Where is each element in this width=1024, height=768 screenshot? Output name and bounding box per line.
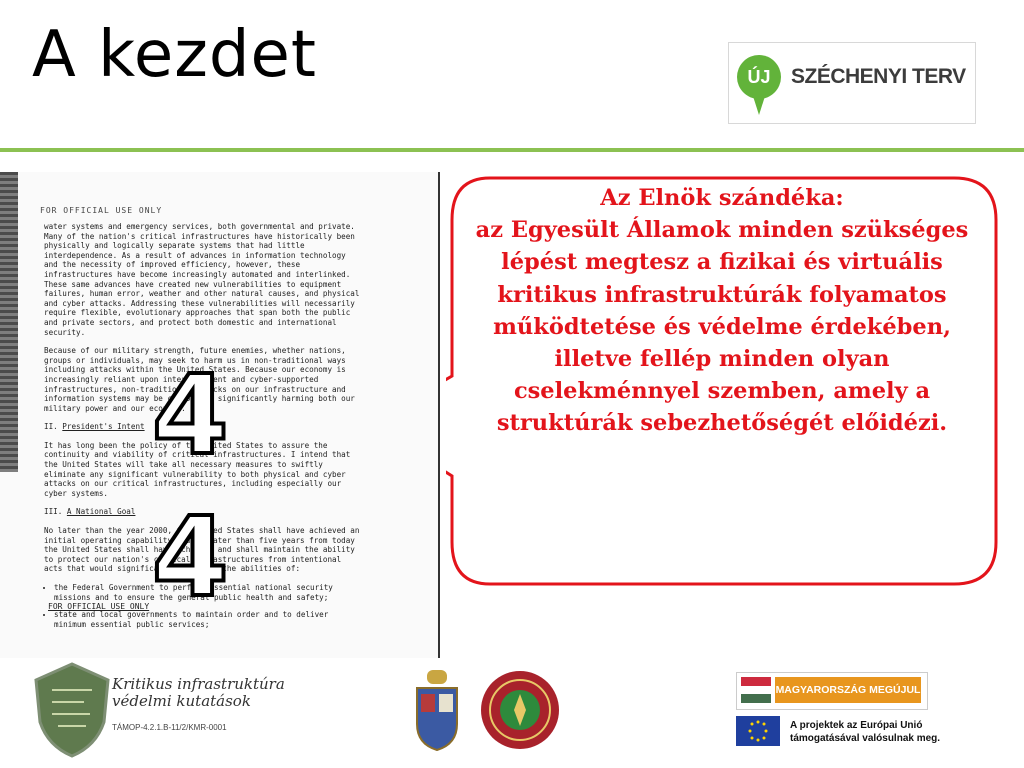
hungarian-flag-icon (741, 677, 771, 703)
research-title-line: Kritikus infrastruktúra (112, 675, 285, 693)
document-paragraph: Because of our military strength, future enemies, whether nations, groups or individuals, may seek to harm us in non-traditional ways including attacks within the United States. Because our economy is increasingly reliant upon interdependent and cyber-supported infrastructures, non-traditional attacks on our infrastructure and information systems may be capable of significantly harming both our military power and our economy. (44, 346, 355, 413)
research-title-line: védelmi kutatások (112, 692, 251, 710)
szechenyi-logo-text: SZÉCHENYI TERV (791, 65, 966, 88)
magyarorszag-text: MAGYARORSZÁG MEGÚJUL (775, 677, 921, 703)
bubble-heading: Az Elnök szándéka: (600, 185, 844, 211)
document-footer: FOR OFFICIAL USE ONLY (48, 602, 150, 611)
section-title: A National Goal (66, 507, 136, 517)
project-code: TÁMOP-4.2.1.B-11/2/KMR-0001 (112, 723, 227, 732)
szechenyi-terv-logo (728, 42, 976, 124)
research-title (112, 676, 285, 710)
eu-support-line: A projektek az Európai Unió (790, 720, 923, 731)
national-university-seal-icon (480, 670, 560, 750)
bubble-body: az Egyesült Államok minden szükséges lépést megtesz a fizikai és virtuális kritikus infrastruktúrák folyamatos működtetése és védelme érdekében, illetve fellép minden olyan cselekménnyel szemben, amely a struktúrák sebezhetőségét előidézi. (475, 217, 969, 437)
list-item: • state and local governments to maintain order and to deliver minimum essential public services; (54, 610, 360, 629)
document-header: FOR OFFICIAL USE ONLY (40, 206, 163, 215)
speech-bubble-text (462, 182, 982, 440)
research-shield-logo (34, 662, 110, 758)
szechenyi-pin-icon: ÚJ (737, 55, 781, 99)
magyarorszag-megujul-logo (736, 672, 928, 710)
title-divider (0, 148, 1024, 152)
document-paragraph: water systems and emergency services, both governmental and private. Many of the nation's critical infrastructures have historically been physically and logically separate systems that had little interdependence. As a result of advances in information technology and the necessity of improved efficiency, however, these infrastructures have become increasingly automated and interlinked. These same advances have created new vulnerabilities to equipment failures, human error, weather and other natural causes, and physical and cyber attacks. Addressing these vulnerabilities will necessarily require flexible, evolutionary approaches that span both the public and private sectors, and protect both domestic and international security. (44, 222, 360, 337)
section-number: III. (44, 507, 63, 517)
document-paragraph: It has long been the policy of the United States to assure the continuity and viability of critical infrastructures. I intend that the United States will take all necessary measures to swiftly eliminate any significant vulnerability to both physical and cyber attacks on our critical infrastructures, including especially our cyber systems. (44, 440, 351, 498)
university-coat-of-arms-icon (413, 666, 461, 752)
eu-support-line: támogatásával valósulnak meg. (790, 733, 941, 744)
page-mark: 4 (152, 493, 229, 621)
section-number: II. (44, 422, 58, 432)
scan-shadow-edge (0, 172, 18, 472)
list-item: • the Federal Government to perform essential national security missions and to ensure the general public health and safety; (54, 583, 360, 602)
page-mark: 4 (152, 351, 229, 479)
scanned-document (0, 172, 440, 658)
eu-support-text (790, 719, 940, 745)
slide-title: A kezdet (32, 18, 317, 92)
document-paragraph: No later than the year 2000, the United States shall have achieved an initial operating capability and no later than five years from today the United States shall have achieved and shall maintain the ability to protect our nation's critical infrastructures from intentional acts that would significantly diminish the abilities of: (44, 526, 360, 574)
section-title: President's Intent (62, 422, 145, 432)
eu-flag-icon (736, 716, 780, 746)
